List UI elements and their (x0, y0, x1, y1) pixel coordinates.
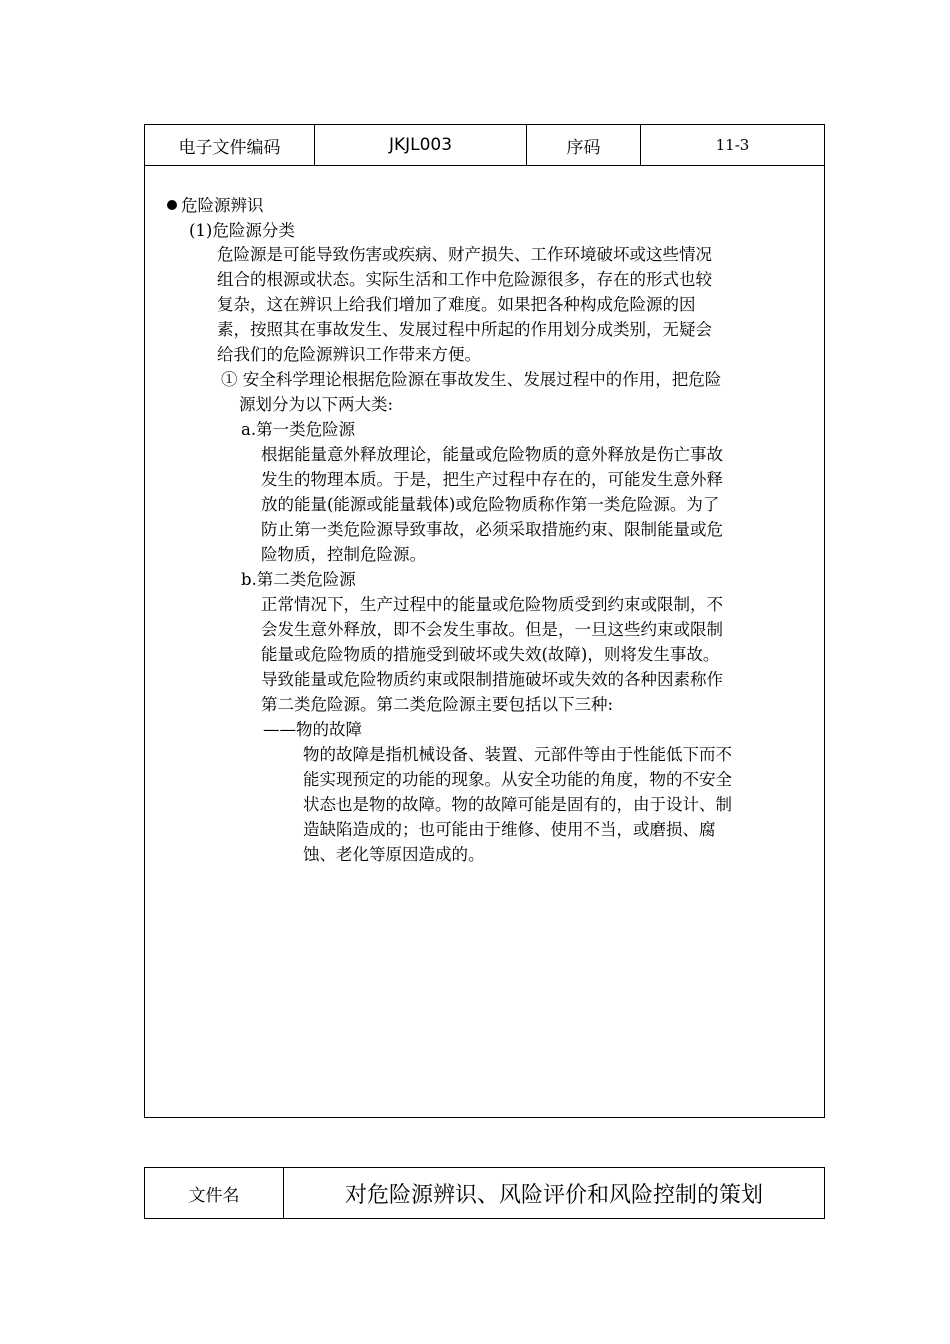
paragraph-line: 组合的根源或状态。实际生活和工作中危险源很多，存在的形式也较 (217, 270, 712, 289)
section-heading: 危险源辨识 (167, 198, 264, 215)
document-frame (144, 124, 825, 1118)
category-a-line: 险物质，控制危险源。 (261, 545, 426, 564)
seq-label: 序码 (527, 125, 641, 165)
subsection-title: (1)危险源分类 (189, 221, 295, 240)
failure-line: 蚀、老化等原因造成的。 (303, 845, 485, 864)
category-b-title: b.第二类危险源 (241, 570, 356, 589)
item-line: 源划分为以下两大类: (239, 395, 394, 414)
category-a-line: 发生的物理本质。于是，把生产过程中存在的，可能发生意外释 (261, 470, 723, 489)
paragraph-line: 危险源是可能导致伤害或疾病、财产损失、工作环境破坏或这些情况 (217, 245, 712, 264)
category-a-title: a.第一类危险源 (241, 420, 356, 439)
failure-line: 能实现预定的功能的现象。从安全功能的角度，物的不安全 (303, 770, 732, 789)
paragraph-line: 复杂，这在辨识上给我们增加了难度。如果把各种构成危险源的因 (217, 295, 696, 314)
header-row (145, 125, 824, 166)
seq-value: 11-3 (715, 136, 750, 154)
category-a-line: 根据能量意外释放理论，能量或危险物质的意外释放是伤亡事故 (261, 445, 723, 464)
category-a-line: 防止第一类危险源导致事故，必须采取措施约束、限制能量或危 (261, 520, 723, 539)
failure-line: 状态也是物的故障。物的故障可能是固有的，由于设计、制 (303, 795, 732, 814)
footer-row (144, 1167, 825, 1219)
category-b-line: 第二类危险源。第二类危险源主要包括以下三种: (261, 695, 614, 714)
category-b-line: 导致能量或危险物质约束或限制措施破坏或失效的各种因素称作 (261, 670, 723, 689)
code-label: 电子文件编码 (145, 125, 315, 165)
failure-line: 物的故障是指机械设备、装置、元部件等由于性能低下而不 (303, 745, 732, 764)
category-b-line: 正常情况下，生产过程中的能量或危险物质受到约束或限制，不 (261, 595, 723, 614)
category-b-line: 能量或危险物质的措施受到破坏或失效(故障)，则将发生事故。 (261, 645, 720, 664)
category-a-line: 放的能量(能源或能量载体)或危险物质称作第一类危险源。为了 (261, 495, 720, 514)
paragraph-line: 素，按照其在事故发生、发展过程中所起的作用划分成类别，无疑会 (217, 320, 712, 339)
failure-line: 造缺陷造成的；也可能由于维修、使用不当，或磨损、腐 (303, 820, 716, 839)
category-b-line: 会发生意外释放，即不会发生事故。但是，一旦这些约束或限制 (261, 620, 723, 639)
code-value: JKJL003 (315, 125, 527, 165)
file-name-label: 文件名 (145, 1168, 284, 1218)
file-name-value: 对危险源辨识、风险评价和风险控制的策划 (344, 1182, 763, 1208)
failure-title: ——物的故障 (263, 720, 362, 739)
item-line: ① 安全科学理论根据危险源在事故发生、发展过程中的作用，把危险 (221, 370, 722, 389)
paragraph-line: 给我们的危险源辨识工作带来方便。 (217, 345, 481, 364)
bullet-icon (167, 200, 177, 210)
